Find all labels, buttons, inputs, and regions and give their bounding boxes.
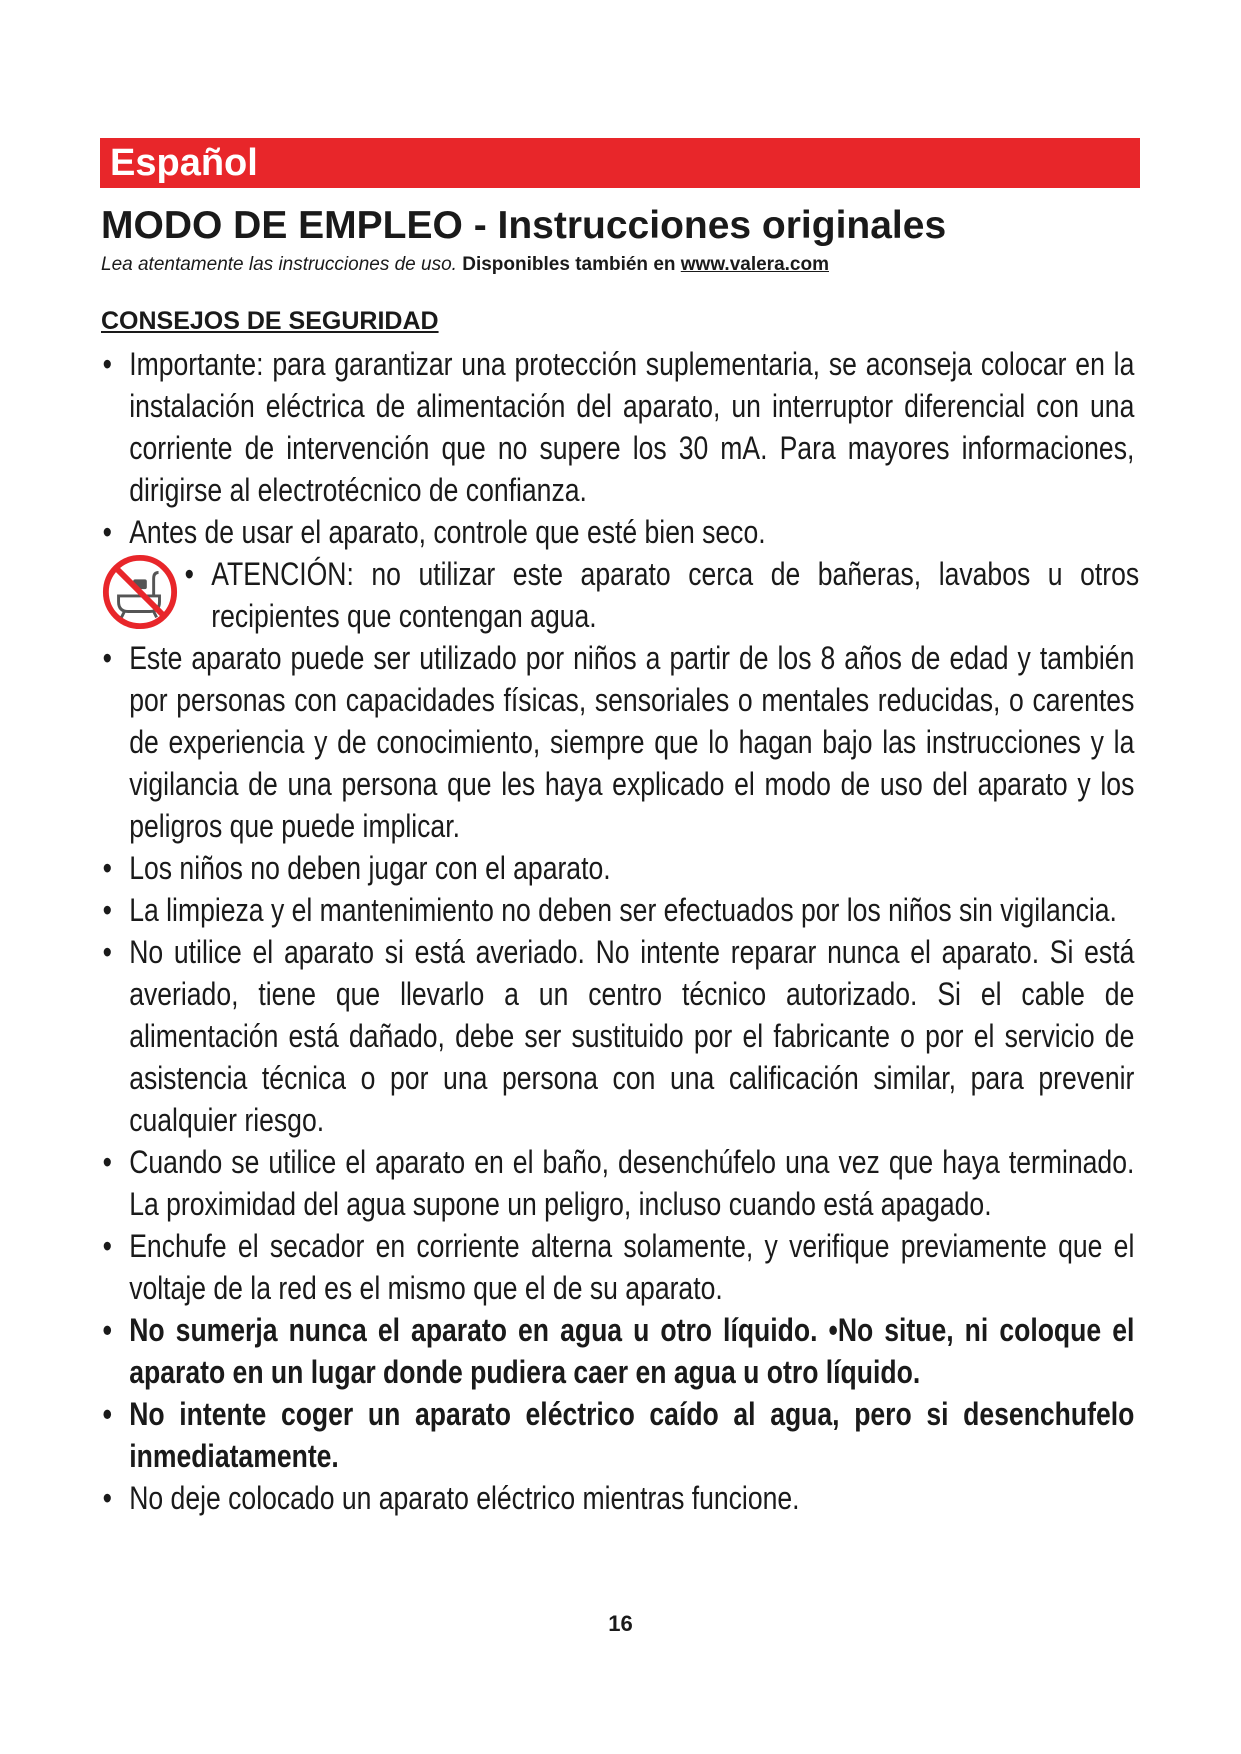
list-item: • No sumerja nunca el aparato en agua u otro líquido. •No situe, ni coloque el aparato en un lugar donde pudiera caer en agua u otro líquido.: [101, 1309, 1134, 1393]
no-bathtub-icon: [101, 553, 179, 631]
list-item: • Enchufe el secador en corriente alterna solamente, y verifique previamente que el voltaje de la red es el mismo que el de su aparato.: [101, 1225, 1134, 1309]
safety-list: [101, 343, 1141, 1519]
section-heading: CONSEJOS DE SEGURIDAD: [101, 307, 439, 335]
list-item: • Cuando se utilice el aparato en el baño, desenchúfelo una vez que haya terminado. La proximidad del agua supone un peligro, incluso cuando está apagado.: [101, 1141, 1134, 1225]
page-number: 16: [608, 1611, 633, 1636]
list-item: • No deje colocado un aparato eléctrico mientras funcione.: [101, 1477, 1134, 1519]
subtitle-note: Lea atentamente las instrucciones de uso.: [101, 254, 457, 275]
list-item: • Este aparato puede ser utilizado por niños a partir de los 8 años de edad y también por personas con capacidades físicas, sensoriales o mentales reducidas, o carentes de experiencia y de conocimiento, siempre que lo hagan bajo las instrucciones y la vigilancia de una persona que les haya explicado el modo de uso del aparato y los peligros que puede implicar.: [101, 637, 1134, 847]
page-title: MODO DE EMPLEO - Instrucciones originales: [101, 204, 947, 247]
warning-text: • ATENCIÓN: no utilizar este aparato cerca de bañeras, lavabos u otros recipientes que contengan agua.: [183, 553, 1139, 637]
list-item: • Antes de usar el aparato, controle que esté bien seco.: [101, 511, 1134, 553]
subtitle: [101, 253, 829, 277]
list-item: • Importante: para garantizar una protección suplementaria, se aconseja colocar en la instalación eléctrica de alimentación del aparato, un interruptor diferencial con una corriente de intervención que no supere los 30 mA. Para mayores informaciones, dirigirse al electrotécnico de confianza.: [101, 343, 1134, 511]
subtitle-available: Disponibles también en: [462, 254, 676, 275]
list-item: • La limpieza y el mantenimiento no deben ser efectuados por los niños sin vigilancia.: [101, 889, 1134, 931]
list-item: • No intente coger un aparato eléctrico caído al agua, pero si desenchufelo inmediatamente.: [101, 1393, 1134, 1477]
list-item: • No utilice el aparato si está averiado. No intente reparar nunca el aparato. Si está averiado, tiene que llevarlo a un centro técnico autorizado. Si el cable de alimentación está dañado, debe ser sustituido por el fabricante o por el servicio de asistencia técnica o por una persona con una calificación similar, para prevenir cualquier riesgo.: [101, 931, 1134, 1141]
website-link[interactable]: www.valera.com: [680, 254, 829, 275]
language-bar: [100, 138, 1140, 188]
language-label: Español: [110, 142, 258, 184]
warning-item: [101, 553, 1141, 637]
list-item: • Los niños no deben jugar con el aparato.: [101, 847, 1134, 889]
